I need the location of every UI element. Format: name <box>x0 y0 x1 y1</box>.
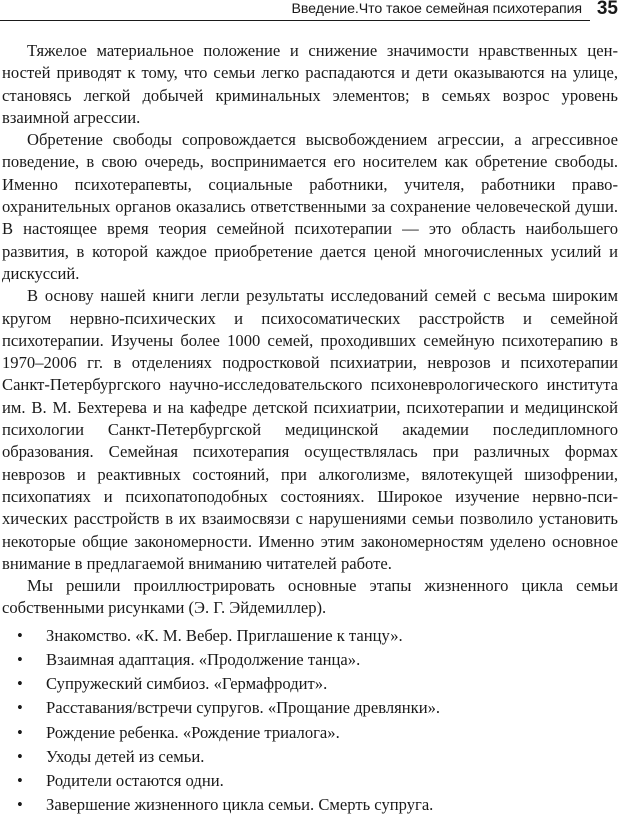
running-header <box>0 0 620 26</box>
list-item <box>2 648 618 672</box>
list-item-text: Знакомство. «К. М. Вебер. Приглашение к танцу». <box>46 625 403 645</box>
bullet: • <box>17 625 23 645</box>
list-item-text: Родители остаются одни. <box>46 770 224 790</box>
list-item <box>2 696 618 720</box>
header-rule <box>0 20 590 21</box>
paragraph: Мы решили проиллюстрировать основные этапы жизненного цикла семьи собственными рисунками (Э. Г. Эйдемиллер). <box>2 576 618 618</box>
list-item-text: Расставания/встречи супругов. «Прощание древлянки». <box>46 698 441 718</box>
page-body <box>2 40 618 817</box>
list-item-text: Взаимная адаптация. «Продолжение танца». <box>46 649 361 669</box>
paragraph: Обретение свободы сопровождается высвобождением агрессии, а агрессивное поведение, в свою очередь, воспринимается его носителем как обретение свободы. Именно психотерапевты, социальные работники, учителя, работники правоохранительных органов оказались ответственными за сохранение человеческой души. В настоящее время теория семейной психотерапии — это область наибольшего развития, в которой каждое приобретение дается ценой многочисленных усилий и дискуссий. <box>2 130 618 283</box>
list-item-text: Завершение жизненного цикла семьи. Смерть супруга. <box>46 795 434 815</box>
bullet: • <box>17 722 23 742</box>
bullet: • <box>17 770 23 790</box>
life-cycle-stages-list <box>2 624 618 817</box>
list-item <box>2 769 618 793</box>
bullet: • <box>17 674 23 694</box>
list-item-text: Рождение ребенка. «Рождение триалога». <box>46 722 340 742</box>
page-number: 35 <box>593 0 618 20</box>
bullet: • <box>17 649 23 669</box>
list-item <box>2 672 618 696</box>
list-item <box>2 624 618 648</box>
running-head-title: Введение.Что такое семейная психотерапия <box>285 0 582 18</box>
bullet: • <box>17 698 23 718</box>
bullet: • <box>17 746 23 766</box>
list-item <box>2 793 618 817</box>
paragraph: Тяжелое материальное положение и снижение значимости нравственных ценностей приводят к тому, что семьи легко распадаются и дети оказываются на улице, становясь легкой добычей криминальных элементов; в семьях возрос уровень взаимной агрессии. <box>2 41 618 127</box>
list-item-text: Супружеский симбиоз. «Гермафродит». <box>46 674 328 694</box>
list-item <box>2 721 618 745</box>
paragraph: В основу нашей книги легли результаты исследований семей с весьма широким кругом нервно-психических и психосоматических расстройств и семейной психотерапии. Изучены более 1000 семей, проходивших семейную психотерапию в 1970–2006 гг. в отделениях подростковой психиатрии, неврозов и психотерапии Санкт-Петербургского научно-исследовательского психоневрологического института им. В. М. Бехтерева и на кафедре детской психиатрии, психотерапии и медицинской психологии Санкт-Петербургской медицинской академии последипломного образования. Семейная психотерапия осуществлялась при различных формах неврозов и реактивных состояний, при алкоголизме, вялотекущей шизофрении, психопатиях и психопатоподобных состояниях. Широкое изучение нервно-психических расстройств в их взаимосвязи с нарушениями семьи позволило установить некоторые общие закономерности. Именно этим закономерностям уделено основное внимание в предлагаемой вниманию читателей работе. <box>2 286 618 573</box>
bullet: • <box>17 795 23 815</box>
list-item <box>2 745 618 769</box>
list-item-text: Уходы детей из семьи. <box>46 746 205 766</box>
